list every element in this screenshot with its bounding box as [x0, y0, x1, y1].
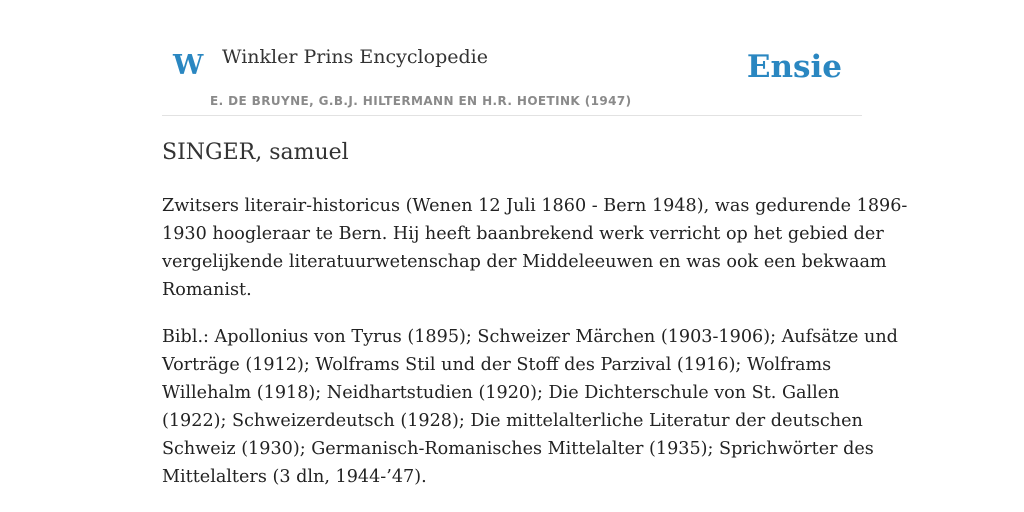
text-line: Willehalm (1918); Neidhartstudien (1920); Die Dichterschule von St. Gallen [162, 383, 840, 403]
text-line: Mittelalters (3 dln, 1944-’47). [162, 467, 427, 487]
text-line: Zwitsers literair-historicus (Wenen 12 Juli 1860 - Bern 1948), was gedurende 1896- [162, 196, 908, 216]
site-header [162, 0, 862, 116]
winkler-prins-logo[interactable]: W [173, 50, 204, 81]
encyclopedia-title-link[interactable]: Winkler Prins Encyclopedie [222, 46, 488, 68]
text-line: 1930 hoogleraar te Bern. Hij heeft baanbrekend werk verricht op het gebied der [162, 224, 884, 244]
ensie-brand-logo[interactable]: Ensie [746, 49, 842, 85]
text-line: Romanist. [162, 280, 252, 300]
page-container [162, 0, 908, 487]
encyclopedia-authors: E. DE BRUYNE, G.B.J. HILTERMANN EN H.R. HOETINK (1947) [210, 94, 632, 108]
entry-title: SINGER, samuel [162, 140, 349, 165]
text-line: Bibl.: Apollonius von Tyrus (1895); Schweizer Märchen (1903-1906); Aufsätze und [162, 327, 898, 347]
entry-bibliography-paragraph [162, 323, 898, 491]
text-line: Vorträge (1912); Wolframs Stil und der Stoff des Parzival (1916); Wolframs [162, 355, 832, 375]
entry-description-paragraph [162, 192, 908, 304]
text-line: vergelijkende literatuurwetenschap der Middeleeuwen en was ook een bekwaam [162, 252, 887, 272]
text-line: (1922); Schweizerdeutsch (1928); Die mittelalterliche Literatur der deutschen [162, 411, 863, 431]
text-line: Schweiz (1930); Germanisch-Romanisches Mittelalter (1935); Sprichwörter des [162, 439, 874, 459]
